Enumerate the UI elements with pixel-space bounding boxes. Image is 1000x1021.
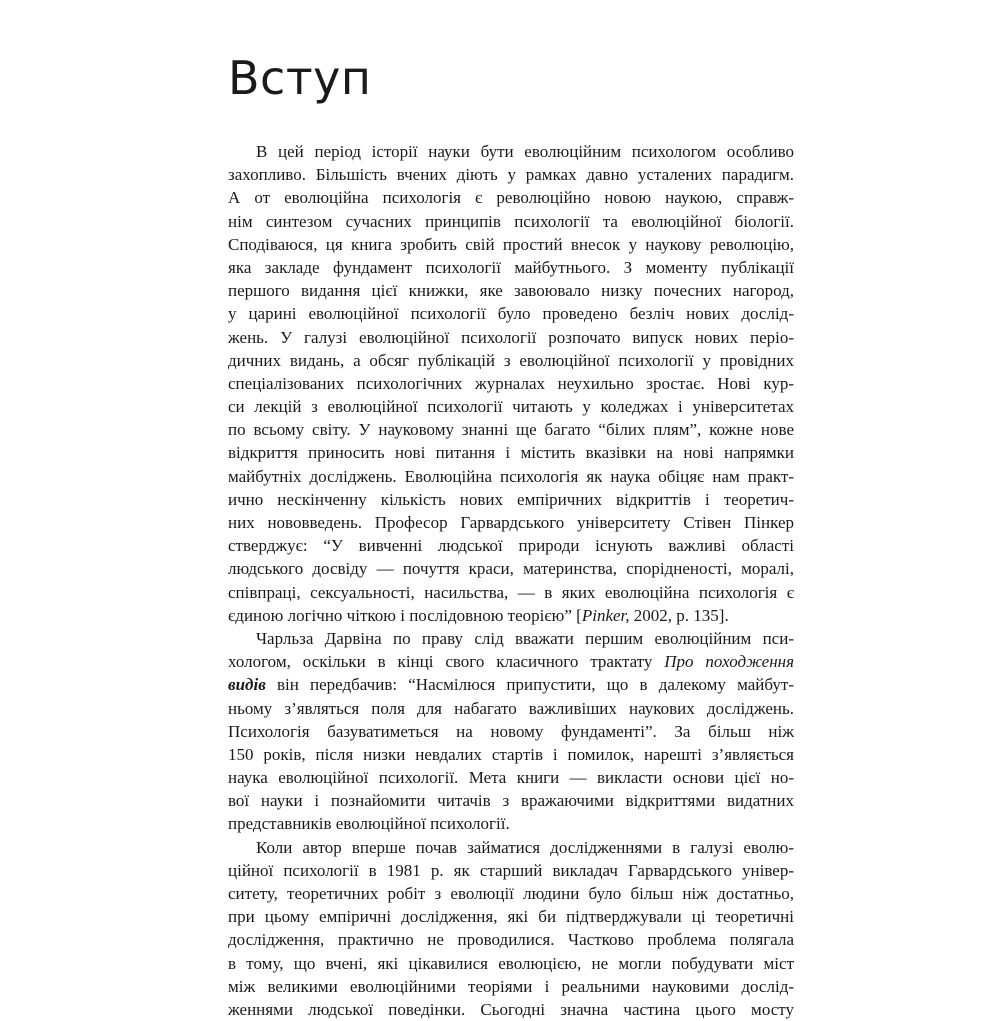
text-line (228, 998, 794, 1021)
text-line (228, 882, 794, 905)
text-line (228, 349, 794, 372)
text-line (228, 372, 794, 395)
text-segment: людського досвіду — почуття краси, материнства, спорідненості, моралі, (228, 559, 794, 579)
text-segment: співпраці, сексуальності, насильства, — в яких еволюційна психологія є (228, 582, 794, 602)
text-line (228, 163, 794, 186)
text-line (228, 743, 794, 766)
text-segment: ично нескінченну кількість нових емпіричних відкриттів і теоретич- (228, 489, 794, 509)
text-line (228, 326, 794, 349)
text-line (228, 279, 794, 302)
text-line (228, 697, 794, 720)
text-segment: захопливо. Більшість вчених діють у рамках давно усталених парадигм. (228, 165, 794, 185)
text-segment: си лекцій з еволюційної психології читають у коледжах і університетах (228, 397, 794, 417)
text-line (228, 441, 794, 464)
paragraph (228, 836, 794, 1021)
text-line (228, 836, 794, 859)
text-line (228, 952, 794, 975)
text-segment: стверджує: “У вивченні людської природи існують важливі області (228, 536, 794, 556)
chapter-title: Вступ (228, 51, 372, 105)
chapter-body (228, 140, 794, 1021)
text-segment: нім синтезом сучасних принципів психології та еволюційної біології. (228, 211, 794, 231)
text-line (228, 186, 794, 209)
text-line (228, 975, 794, 998)
text-line (228, 511, 794, 534)
text-line (228, 581, 794, 604)
text-line (228, 395, 794, 418)
text-line (228, 627, 794, 650)
text-line (228, 766, 794, 789)
text-line (228, 140, 794, 163)
text-segment: спеціалізованих психологічних журналах неухильно зростає. Нові кур- (228, 373, 794, 393)
text-segment: ційної психології в 1981 р. як старший викладач Гарвардського універ- (228, 860, 794, 880)
text-segment: по всьому світу. У науковому знанні ще багато “білих плям”, кожне нове (228, 420, 794, 440)
text-line (228, 210, 794, 233)
text-segment: ньому з’являться поля для набагато важливіших наукових досліджень. (228, 698, 794, 718)
text-line (228, 905, 794, 928)
text-line (228, 720, 794, 743)
text-line (228, 256, 794, 279)
text-line (228, 557, 794, 580)
text-segment: Чарльза Дарвіна по праву слід вважати першим еволюційним пси- (256, 628, 794, 648)
text-line (228, 534, 794, 557)
text-line (228, 928, 794, 951)
text-segment: В цей період історії науки бути еволюційним психологом особливо (256, 142, 794, 161)
text-line (228, 789, 794, 812)
text-segment: вої науки і познайомити читачів з вражаючими відкриттями видатних (228, 791, 794, 811)
text-segment: першого видання цієї книжки, яке завоювало низку почесних нагород, (228, 281, 794, 301)
text-segment: наука еволюційної психології. Мета книги — викласти основи цієї но- (228, 768, 794, 788)
text-segment: дичних видань, а обсяг публікацій з еволюційної психології у провідних (228, 350, 794, 370)
emphasis-text: видів (228, 675, 266, 695)
text-segment: 2002, p. 135]. (629, 605, 729, 625)
text-segment: жень. У галузі еволюційної психології розпочато випуск нових періо- (228, 327, 794, 347)
text-segment: при цьому емпіричні дослідження, які би підтверджували ці теоретичні (228, 907, 794, 927)
paragraph (228, 140, 794, 627)
text-segment: ситету, теоретичних робіт з еволюції людини було більш ніж достатньо, (228, 884, 794, 903)
text-line (228, 233, 794, 256)
text-line (228, 673, 794, 696)
paragraph (228, 627, 794, 836)
text-segment: них нововведень. Професор Гарвардського університету Стівен Пінкер (228, 513, 794, 532)
text-segment: 150 років, після низки невдалих стартів і помилок, нарешті з’являється (228, 744, 794, 764)
text-segment: женнями людської поведінки. Сьогодні значна частина цього мосту (228, 999, 794, 1019)
text-line (228, 488, 794, 511)
text-segment: хологом, оскільки в кінці свого класичного трактату (228, 652, 665, 672)
text-segment: єдиною логічно чіткою і послідовною теорією” [ (228, 605, 582, 625)
text-segment: Психологія базуватиметься на новому фундаменті”. За більш ніж (228, 721, 794, 741)
text-segment: він передбачив: “Насмілюся припустити, що в далекому майбут- (265, 675, 794, 695)
text-segment: між великими еволюційними теоріями і реальними науковими дослід- (228, 976, 794, 996)
text-line (228, 465, 794, 488)
text-segment: у царині еволюційної психології було проведено безліч нових дослід- (228, 304, 794, 324)
text-line (228, 650, 794, 673)
emphasis-text: Pinker, (581, 605, 630, 625)
text-line (228, 418, 794, 441)
text-segment: А от еволюційна психологія є революційно новою наукою, справж- (228, 188, 794, 208)
text-segment: Сподіваюся, ця книга зробить свій простий внесок у наукову революцію, (228, 234, 794, 254)
text-line (228, 302, 794, 325)
text-line (228, 604, 794, 627)
text-segment: відкриття приносить нові питання і містить вказівки на нові напрямки (228, 443, 794, 463)
emphasis-text: Про походження (664, 652, 794, 672)
text-segment: Коли автор вперше почав займатися дослідженнями в галузі еволю- (256, 837, 794, 857)
text-line (228, 859, 794, 882)
text-segment: дослідження, практично не проводилися. Частково проблема полягала (228, 930, 794, 950)
text-segment: в тому, що вчені, які цікавилися еволюцією, не могли побудувати міст (228, 953, 794, 973)
text-segment: представників еволюційної психології. (228, 814, 510, 834)
text-segment: майбутніх досліджень. Еволюційна психологія як наука обіцяє нам практ- (228, 466, 794, 486)
text-line (228, 812, 794, 835)
text-segment: яка закладе фундамент психології майбутнього. З моменту публікації (228, 257, 794, 277)
